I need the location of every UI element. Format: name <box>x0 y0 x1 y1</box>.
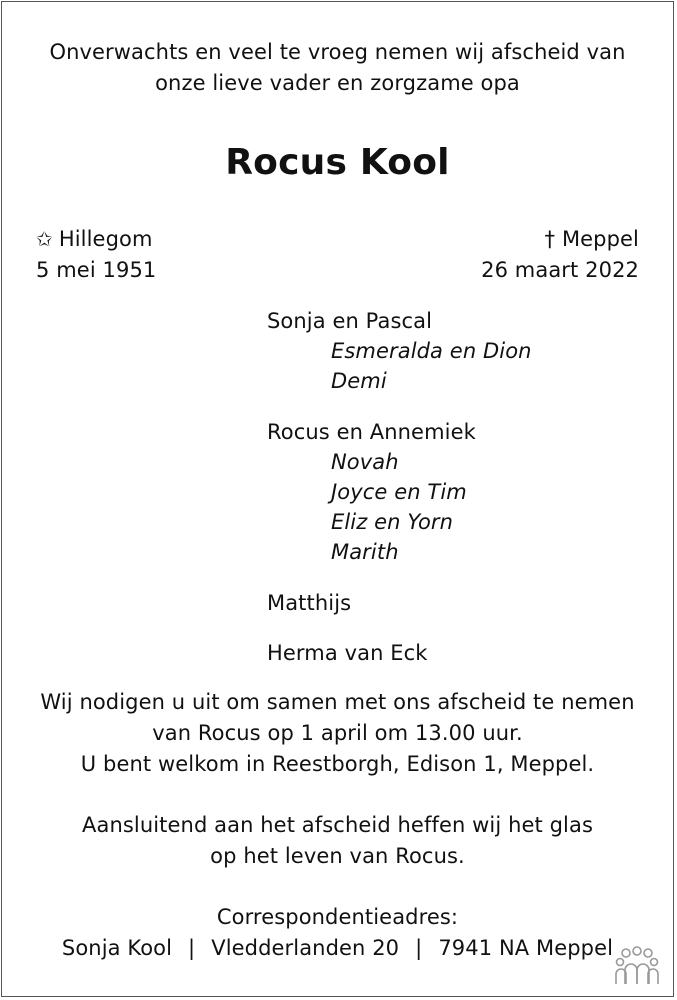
grandchild: Eliz en Yorn <box>331 510 454 534</box>
invitation-line-3: U bent welkom in Reestborgh, Edison 1, Meppel. <box>80 752 595 776</box>
correspondence-postal: 7941 NA Meppel <box>438 936 614 960</box>
cross-icon: † <box>544 227 556 251</box>
family-member: Herma van Eck <box>267 641 428 665</box>
death-place-label: Meppel <box>561 227 639 251</box>
correspondence-name: Sonja Kool <box>61 936 173 960</box>
death-date: 26 maart 2022 <box>481 258 639 282</box>
invitation-line-2: van Rocus op 1 april om 13.00 uur. <box>152 721 523 745</box>
family-member: Sonja en Pascal <box>267 309 433 333</box>
death-place <box>545 225 639 253</box>
correspondence-address <box>2 934 673 962</box>
obituary-card <box>1 1 674 997</box>
birth-place <box>36 225 153 253</box>
toast-line-1: Aansluitend aan het afscheid heffen wij het glas <box>82 813 593 837</box>
grandchild: Marith <box>331 540 399 564</box>
intro-line-1: Onverwachts en veel te vroeg nemen wij afscheid van <box>49 40 626 64</box>
grandchild: Joyce en Tim <box>331 480 467 504</box>
toast-line-2: op het leven van Rocus. <box>210 844 465 868</box>
family-member: Rocus en Annemiek <box>267 420 476 444</box>
grandchild: Novah <box>331 450 399 474</box>
birth-date: 5 mei 1951 <box>36 258 157 282</box>
people-group-icon <box>613 946 661 986</box>
star-icon: ✩ <box>36 227 53 251</box>
separator: | <box>415 936 423 960</box>
separator: | <box>188 936 196 960</box>
grandchild: Esmeralda en Dion <box>331 339 532 363</box>
grandchild: Demi <box>331 369 387 393</box>
correspondence-street: Vledderlanden 20 <box>211 936 400 960</box>
invitation-line-1: Wij nodigen u uit om samen met ons afscheid te nemen <box>40 690 635 714</box>
family-member: Matthijs <box>267 591 352 615</box>
birth-place-label: Hillegom <box>58 227 153 251</box>
correspondence-label: Correspondentieadres: <box>216 905 459 929</box>
intro-line-2: onze lieve vader en zorgzame opa <box>155 71 520 95</box>
deceased-name: Rocus Kool <box>225 142 450 183</box>
